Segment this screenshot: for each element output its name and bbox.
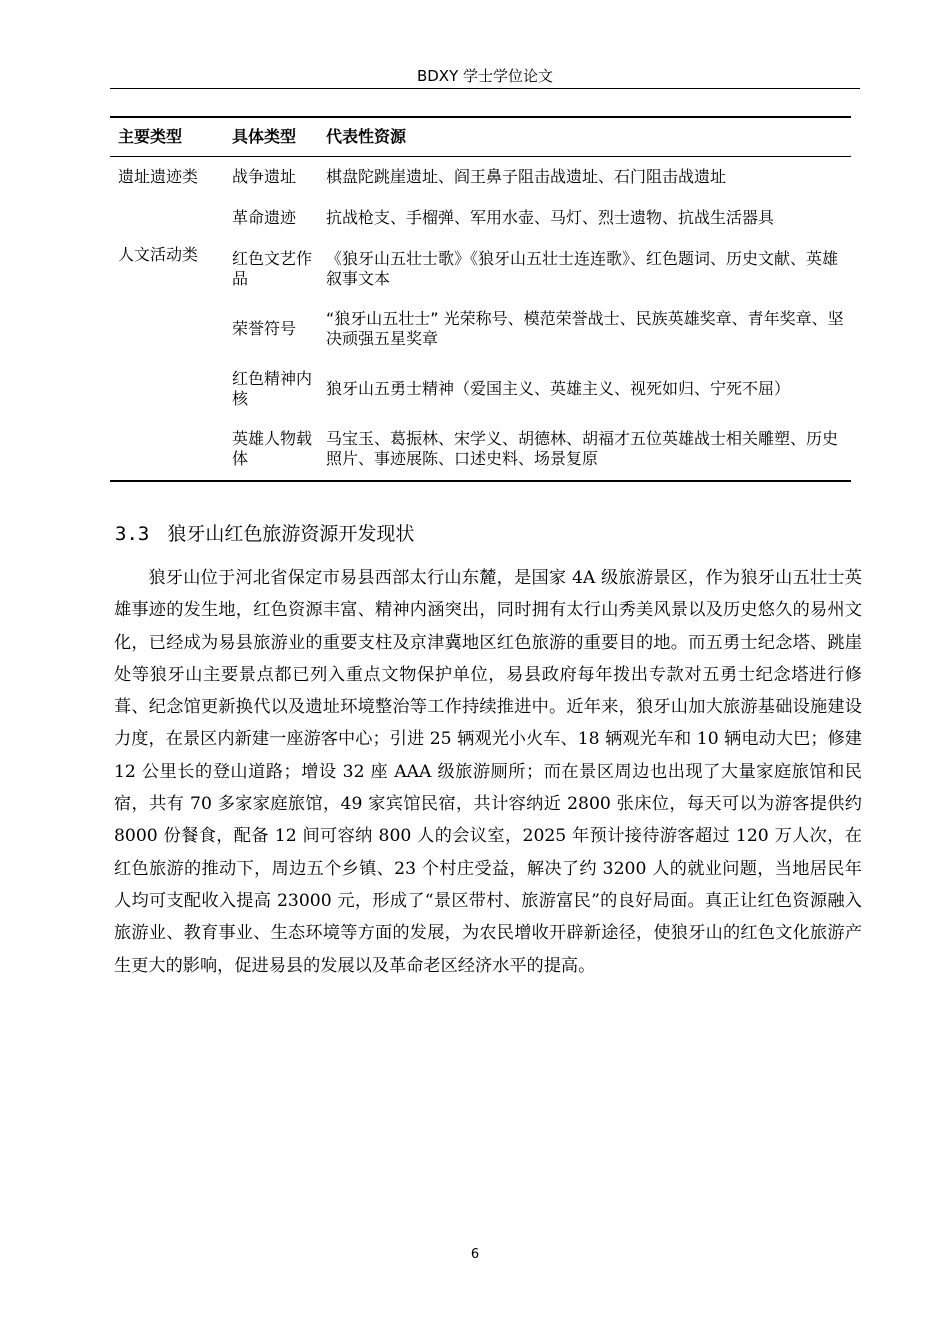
section-heading bbox=[115, 521, 414, 547]
main-type-cell bbox=[110, 359, 224, 419]
main-type-cell: 遗址遗迹类 bbox=[118, 166, 199, 186]
table-row bbox=[110, 419, 851, 481]
section-number: 3.3 bbox=[115, 523, 150, 545]
page-header: BDXY 学士学位论文 bbox=[110, 64, 860, 89]
resource-cell: 《狼牙山五壮士歌》《狼牙山五壮士连连歌》、红色题词、历史文献、英雄叙事文本 bbox=[326, 248, 839, 288]
column-header: 主要类型 bbox=[110, 117, 224, 157]
sub-type-cell: 红色文艺作品 bbox=[232, 248, 313, 288]
table-row bbox=[110, 157, 851, 197]
sub-type-cell: 红色精神内核 bbox=[232, 368, 313, 408]
resource-table bbox=[110, 116, 851, 482]
resource-cell: 马宝玉、葛振林、宋学义、胡德林、胡福才五位英雄战士相关雕塑、历史照片、事迹展陈、口述史料、场景复原 bbox=[326, 429, 839, 468]
main-type-cell bbox=[110, 197, 224, 239]
resource-cell: 棋盘陀跳崖遗址、阎王鼻子阻击战遗址、石门阻击战遗址 bbox=[326, 166, 727, 186]
table-row bbox=[110, 239, 851, 299]
column-header: 具体类型 bbox=[224, 117, 318, 157]
main-type-cell bbox=[110, 419, 224, 481]
section-title: 狼牙山红色旅游资源开发现状 bbox=[167, 523, 415, 545]
sub-type-cell: 荣誉符号 bbox=[232, 318, 297, 338]
main-type-cell bbox=[110, 299, 224, 359]
resource-cell: 抗战枪支、手榴弹、军用水壶、马灯、烈士遗物、抗战生活器具 bbox=[326, 207, 775, 227]
table-row bbox=[110, 197, 851, 239]
table-header-row bbox=[110, 117, 851, 157]
page-number: 6 bbox=[470, 1247, 480, 1262]
table-row bbox=[110, 359, 851, 419]
sub-type-cell: 战争遗址 bbox=[232, 166, 297, 186]
sub-type-cell: 革命遗迹 bbox=[232, 207, 297, 227]
resource-cell: 狼牙山五勇士精神（爱国主义、英雄主义、视死如归、宁死不屈） bbox=[326, 378, 791, 398]
main-type-cell: 人文活动类 bbox=[118, 244, 199, 264]
sub-type-cell: 英雄人物载体 bbox=[232, 429, 313, 468]
column-header: 代表性资源 bbox=[318, 117, 851, 157]
body-paragraph: 狼牙山位于河北省保定市易县西部太行山东麓，是国家 4A 级旅游景区，作为狼牙山五壮士英雄事迹的发生地，红色资源丰富、精神内涵突出，同时拥有太行山秀美风景以及历史悠久的易州文化，已经成为易县旅游业的重要支柱及京津冀地区红色旅游的重要目的地。而五勇士纪念塔、跳崖处等狼牙山主要景点都已列入重点文物保护单位，易县政府每年拨出专款对五勇士纪念塔进行修葺、纪念馆更新换代以及遗址环境整治等工作持续推进中。近年来，狼牙山加大旅游基础设施建设力度，在景区内新建一座游客中心；引进 25 辆观光小火车、18 辆观光车和 10 辆电动大巴；修建 12 公里长的登山道路；增设 32 座 AAA 级旅游厕所；而在景区周边也出现了大量家庭旅馆和民宿，共有 70 多家家庭旅馆，49 家宾馆民宿，共计容纳近 2800 张床位，每天可以为游客提供约 8000 份餐食，配备 12 间可容纳 800 人的会议室，2025 年预计接待游客超过 120 万人次，在红色旅游的推动下，周边五个乡镇、23 个村庄受益，解决了约 3200 人的就业问题，当地居民年人均可支配收入提高 23000 元，形成了“景区带村、旅游富民”的良好局面。真正让红色资源融入旅游业、教育事业、生态环境等方面的发展，为农民增收开辟新途径，使狼牙山的红色文化旅游产生更大的影响，促进易县的发展以及革命老区经济水平的提高。 bbox=[114, 568, 862, 976]
table-row bbox=[110, 299, 851, 359]
resource-cell: “狼牙山五壮士” 光荣称号、模范荣誉战士、民族英雄奖章、青年奖章、坚决顽强五星奖章 bbox=[326, 308, 844, 348]
